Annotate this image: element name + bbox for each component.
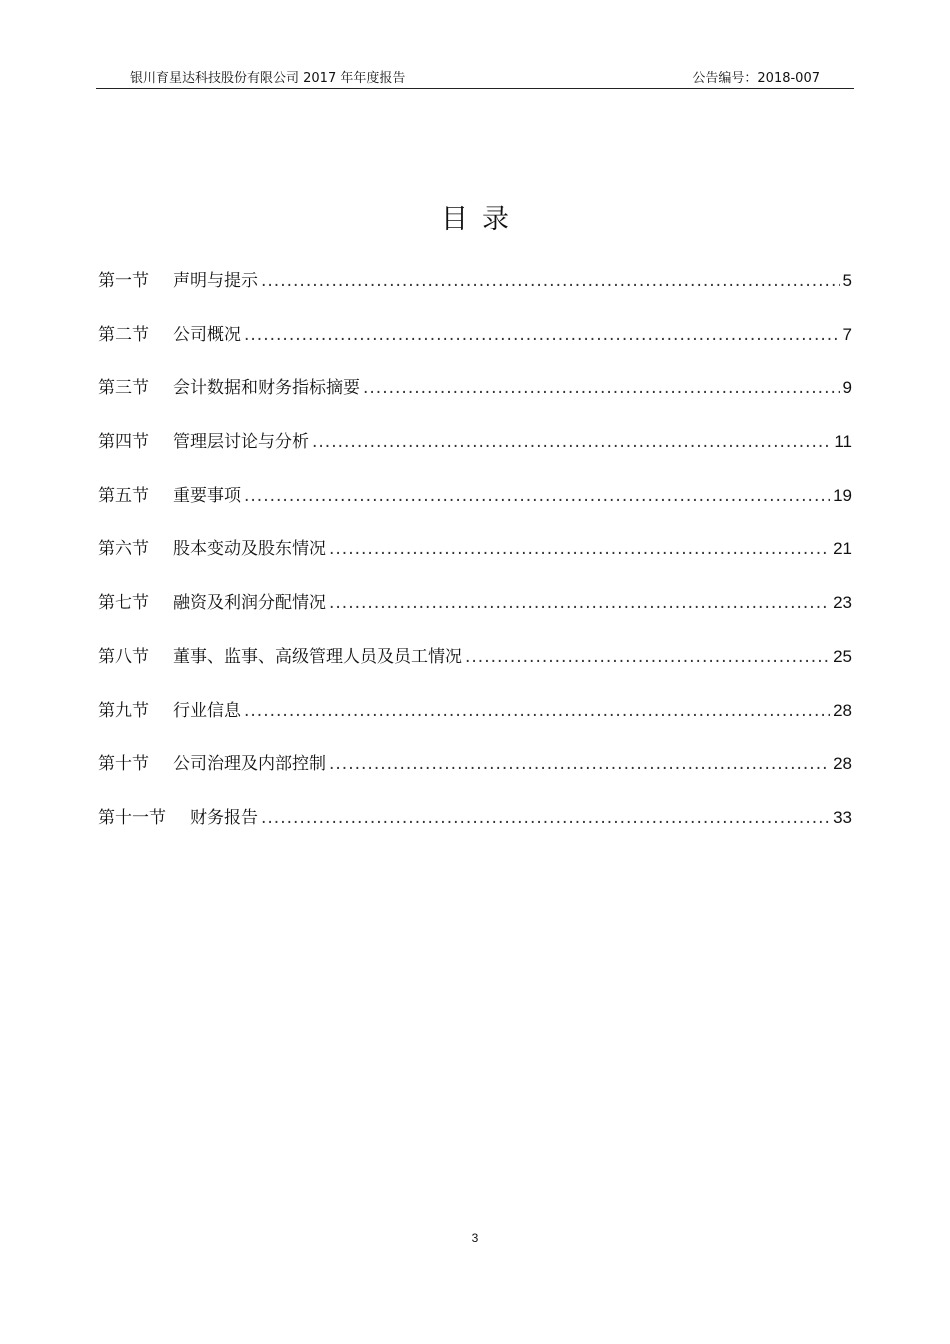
toc-section-label: 第七节: [98, 593, 149, 614]
toc-leader-dots: [244, 486, 830, 506]
toc-page-number: 11: [834, 432, 852, 452]
toc-page-number: 33: [833, 807, 852, 827]
toc-leader-dots: [312, 432, 831, 452]
toc-page-number: 7: [842, 324, 852, 344]
toc-section-title: 董事、监事、高级管理人员及员工情况: [173, 646, 462, 667]
toc-page-number: 9: [842, 378, 852, 398]
toc-page-number: 21: [833, 539, 852, 559]
toc-leader-dots: [363, 378, 840, 398]
toc-entry-8[interactable]: [98, 642, 852, 696]
header-announcement-number: 公告编号：2018-007: [692, 71, 820, 86]
toc-section-label: 第十节: [98, 754, 149, 775]
toc-section-title: 融资及利润分配情况: [173, 593, 326, 614]
table-of-contents: [98, 266, 852, 857]
toc-section-title: 股本变动及股东情况: [173, 539, 326, 560]
toc-leader-dots: [244, 701, 830, 721]
toc-section-label: 第三节: [98, 378, 149, 399]
footer-page-number: 3: [471, 1231, 479, 1245]
toc-entry-9[interactable]: [98, 696, 852, 750]
toc-section-title: 行业信息: [173, 700, 241, 721]
toc-page-number: 23: [833, 593, 852, 613]
toc-entry-6[interactable]: [98, 534, 852, 588]
toc-entry-3[interactable]: [98, 373, 852, 427]
toc-page-number: 28: [833, 700, 852, 720]
toc-entry-4[interactable]: [98, 427, 852, 481]
toc-section-title: 财务报告: [190, 807, 258, 828]
toc-entry-7[interactable]: [98, 588, 852, 642]
toc-section-title: 会计数据和财务指标摘要: [173, 378, 360, 399]
toc-entry-5[interactable]: [98, 481, 852, 535]
toc-section-title: 公司概况: [173, 324, 241, 345]
toc-page-number: 19: [833, 485, 852, 505]
toc-section-label: 第十一节: [98, 807, 166, 828]
toc-section-title: 管理层讨论与分析: [173, 432, 309, 453]
toc-leader-dots: [261, 808, 830, 828]
toc-entry-2[interactable]: [98, 320, 852, 374]
toc-heading: 目录: [441, 204, 523, 235]
header-report-title: 银川育星达科技股份有限公司 2017 年年度报告: [130, 71, 406, 86]
toc-section-label: 第九节: [98, 700, 149, 721]
toc-section-label: 第四节: [98, 432, 149, 453]
toc-section-label: 第二节: [98, 324, 149, 345]
toc-leader-dots: [329, 754, 830, 774]
toc-leader-dots: [261, 271, 840, 291]
page-header: [96, 62, 854, 89]
toc-entry-11[interactable]: [98, 803, 852, 857]
toc-section-title: 公司治理及内部控制: [173, 754, 326, 775]
toc-entry-10[interactable]: [98, 749, 852, 803]
toc-section-title: 重要事项: [173, 485, 241, 506]
toc-page-number: 5: [842, 271, 852, 290]
toc-section-title: 声明与提示: [173, 271, 258, 291]
toc-page-number: 25: [833, 646, 852, 666]
toc-leader-dots: [465, 647, 830, 667]
toc-page-number: 28: [833, 754, 852, 774]
toc-section-label: 第一节: [98, 271, 149, 291]
toc-entry-1[interactable]: [98, 266, 852, 320]
toc-leader-dots: [329, 539, 830, 559]
toc-section-label: 第八节: [98, 646, 149, 667]
toc-section-label: 第五节: [98, 485, 149, 506]
toc-leader-dots: [244, 325, 840, 345]
toc-section-label: 第六节: [98, 539, 149, 560]
toc-leader-dots: [329, 593, 830, 613]
